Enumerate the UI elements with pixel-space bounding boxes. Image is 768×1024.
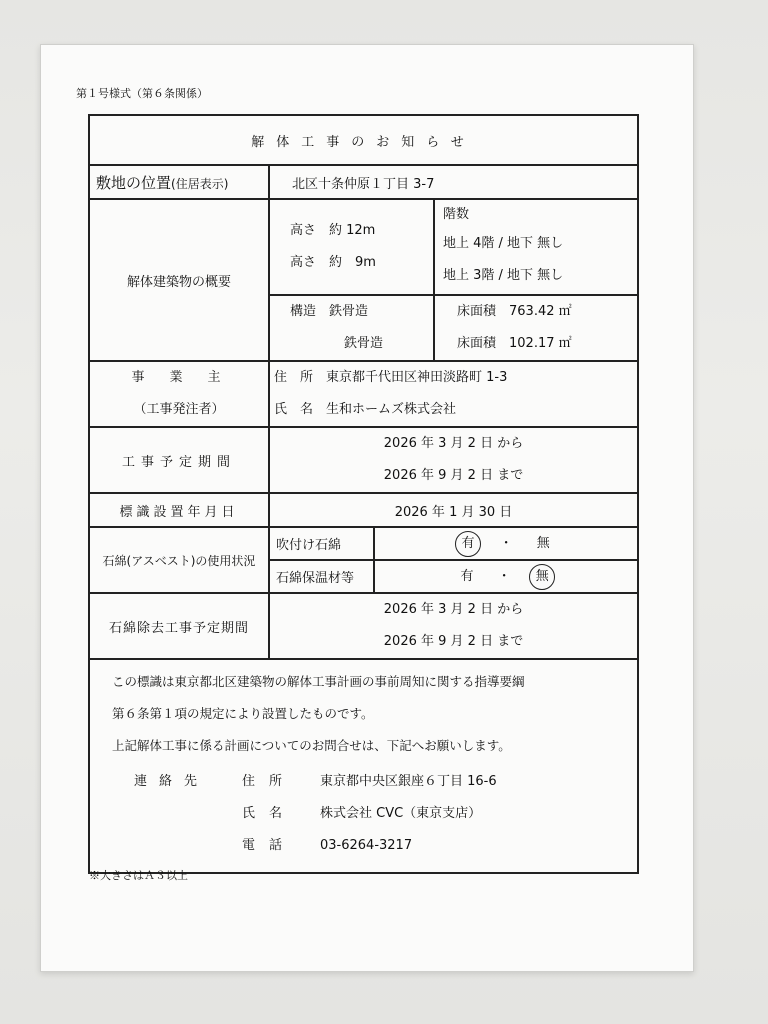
form-number: 第１号様式（第６条関係） (76, 87, 208, 100)
site-value: 北区十条仲原１丁目 3-7 (269, 165, 638, 199)
asbestos-2-no-circled: 無 (529, 564, 555, 590)
site-label-main: 敷地の位置 (96, 173, 172, 192)
owner-address-key: 住 所 (274, 370, 314, 385)
contact-label: 連絡先 (134, 774, 210, 789)
asbestos-item-2: 石綿保温材等 (269, 560, 374, 593)
height-2: 高さ 約 9m (290, 255, 376, 270)
contact-tel: 03-6264-3217 (320, 838, 413, 853)
period-to: 2026 年 9 月 2 日 まで (383, 468, 524, 483)
asbestos-2-yes: 有 (460, 568, 474, 584)
contact-name-key: 氏名 (242, 806, 297, 821)
notice-title: 解体工事のお知らせ (89, 115, 638, 165)
floors-1: 地上 4階 / 地下 無し (443, 236, 564, 251)
overview-label: 解体建築物の概要 (89, 199, 269, 361)
contact-address-key: 住所 (242, 774, 297, 789)
floors-2: 地上 3階 / 地下 無し (443, 268, 564, 283)
structure-label: 構造 (290, 304, 317, 319)
floors-label: 階数 (443, 207, 470, 222)
asbestos-1-yes-circled: 有 (455, 531, 481, 557)
removal-to: 2026 年 9 月 2 日 まで (383, 634, 524, 649)
removal-from: 2026 年 3 月 2 日 から (383, 602, 524, 617)
contact-address: 東京都中央区銀座６丁目 16-6 (320, 774, 497, 789)
contact-name: 株式会社 CVC（東京支店） (320, 806, 482, 821)
structure-1: 鉄骨造 (329, 304, 369, 319)
area-2: 床面積 102.17 ㎡ (457, 336, 572, 351)
removal-label: 石綿除去工事予定期間 (89, 593, 269, 659)
asbestos-item-1: 吹付け石綿 (269, 527, 374, 560)
contact-block (112, 766, 637, 862)
notice-line-3: 上記解体工事に係る計画についてのお問合せは、下記へお願いします。 (112, 738, 511, 753)
asbestos-2-sep: ・ (497, 568, 511, 584)
notice-line-2: 第６条第１項の規定により設置したものです。 (112, 706, 374, 721)
size-footnote: ※大きさはＡ３以上 (89, 869, 188, 882)
owner-name-key: 氏 名 (274, 402, 314, 417)
sign-date-value: 2026 年 1 月 30 日 (269, 493, 638, 527)
asbestos-1-no: 無 (536, 535, 550, 551)
asbestos-label: 石綿(アスベスト)の使用状況 (89, 527, 269, 593)
owner-name: 生和ホームズ株式会社 (326, 402, 457, 417)
owner-label: 事 業 主 (131, 370, 227, 385)
notice-block (89, 659, 638, 873)
asbestos-1-sep: ・ (499, 535, 513, 551)
owner-address: 東京都千代田区神田淡路町 1-3 (326, 370, 508, 385)
period-label: 工事予定期間 (89, 427, 269, 493)
notice-table (88, 114, 639, 874)
period-from: 2026 年 3 月 2 日 から (383, 436, 524, 451)
plastic-sleeve (40, 44, 694, 972)
owner-label-sub: （工事発注者） (133, 402, 225, 417)
sign-date-label: 標識設置年月日 (89, 493, 269, 527)
contact-tel-key: 電話 (242, 838, 297, 853)
notice-line-1: この標識は東京都北区建築物の解体工事計画の事前周知に関する指導要綱 (112, 674, 525, 689)
height-1: 高さ 約 12m (290, 223, 376, 238)
site-label-sub: (住居表示) (171, 176, 229, 191)
structure-2: 鉄骨造 (344, 336, 384, 351)
notice-paper (41, 45, 693, 971)
area-1: 床面積 763.42 ㎡ (457, 304, 572, 319)
site-label (89, 165, 269, 199)
